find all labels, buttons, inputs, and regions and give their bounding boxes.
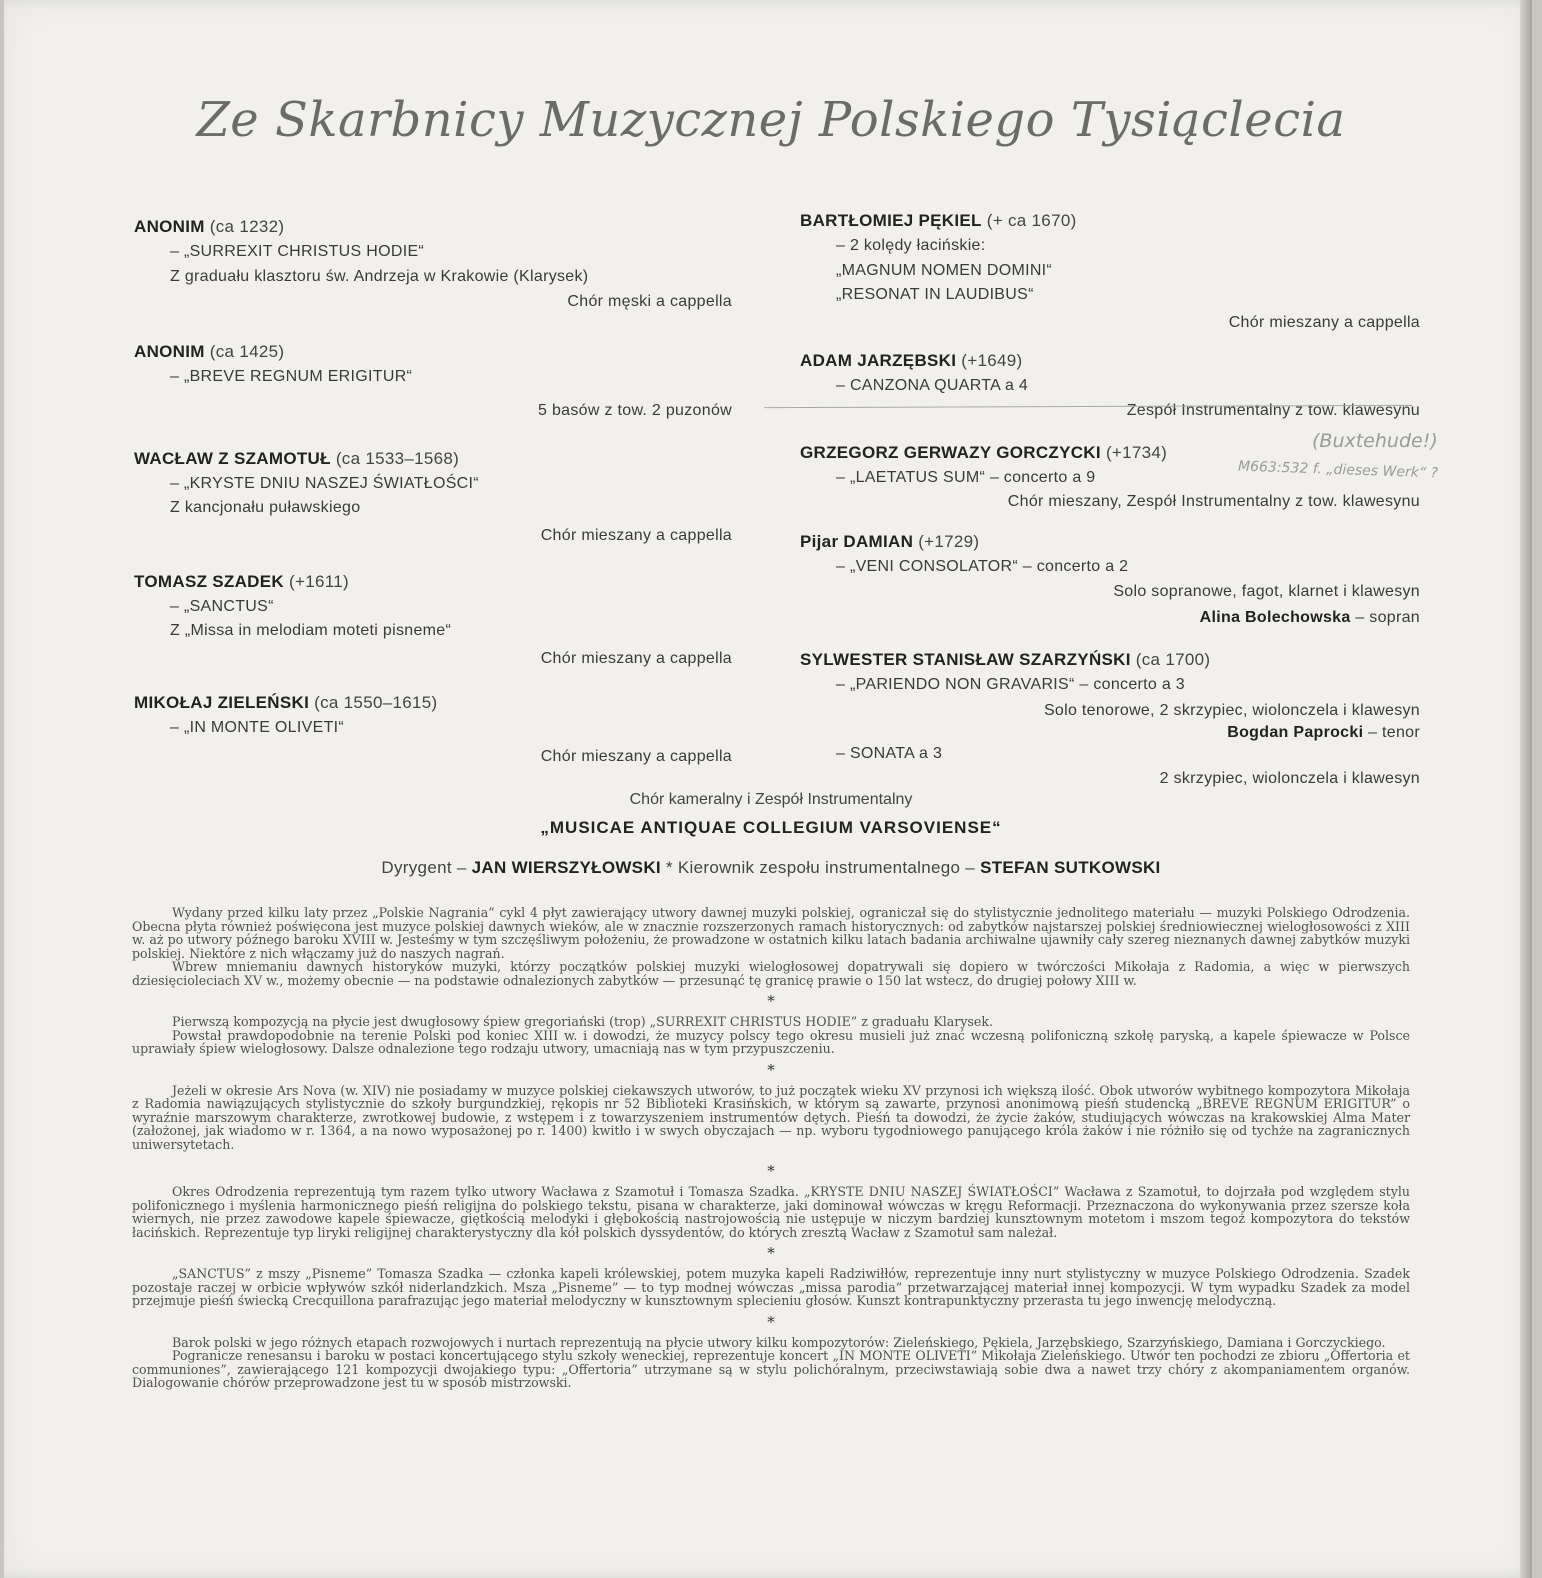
composer-dates: (+1611): [289, 571, 349, 591]
composer-line: [134, 569, 732, 595]
composer-line: [800, 529, 1420, 555]
pencil-note: (Buxtehude!): [1312, 430, 1438, 452]
pencil-note: M663:532 f. „dieses Werk“ ?: [1237, 458, 1439, 482]
composer-dates: (ca 1232): [209, 217, 285, 236]
soloist-name: Alina Bolechowska: [1199, 609, 1351, 626]
work-line: – „LAETATUS SUM“ – concerto a 9: [836, 469, 1096, 486]
track-entry: [800, 208, 1420, 336]
composer-dates: (ca 1533–1568): [335, 448, 460, 468]
track-entry: [800, 529, 1420, 632]
composer-dates: (+1729): [918, 531, 980, 551]
composer-dates: (ca 1550–1615): [314, 692, 438, 712]
composer-dates: (+1649): [961, 350, 1023, 370]
ensemble-credits: [0, 786, 1542, 882]
work-line: – „BREVE REGNUM ERIGITUR“: [170, 368, 413, 385]
composer-name: SYLWESTER STANISŁAW SZARZYŃSKI: [800, 650, 1131, 669]
composer-dates: (ca 1700): [1135, 650, 1211, 669]
composer-dates: (+1734): [1105, 443, 1168, 462]
work-line: – CANZONA QUARTA a 4: [836, 376, 1029, 394]
composer-name: GRZEGORZ GERWAZY GORCZYCKI: [800, 443, 1101, 462]
performer-line: Chór mieszany a cappella: [1228, 313, 1420, 331]
composer-line: [134, 214, 732, 240]
soloist-name: Bogdan Paprocki: [1227, 723, 1364, 741]
paragraph: Pierwszą kompozycją na płycie jest dwugłosowy śpiew gregoriański (trop) „SURREXIT CHRISTUS HODIE” z graduału Klarysek.: [172, 1014, 993, 1029]
section-divider: *: [767, 1244, 775, 1262]
conductor-label: Dyrygent –: [381, 858, 467, 877]
composer-line: [800, 208, 1420, 234]
composer-dates: (+ ca 1670): [986, 211, 1077, 230]
conductor-name: JAN WIERSZYŁOWSKI: [471, 858, 661, 877]
tracklist-right: [800, 208, 1420, 808]
track-entry: [134, 569, 732, 672]
composer-line: [134, 446, 732, 472]
performer-line: 5 basów z tow. 2 puzonów: [538, 401, 732, 419]
work-line: – „VENI CONSOLATOR“ – concerto a 2: [836, 557, 1129, 575]
section-divider: *: [767, 1312, 775, 1331]
composer-dates: (ca 1425): [209, 342, 285, 361]
composer-name: TOMASZ SZADEK: [134, 571, 284, 591]
composer-name: BARTŁOMIEJ PĘKIEL: [800, 211, 982, 230]
section-divider: *: [767, 1162, 775, 1180]
page-title: Ze Skarbnicy Muzycznej Polskiego Tysiąclecia: [196, 92, 1346, 148]
work-line: Z „Missa in melodiam moteti pisneme“: [170, 622, 452, 639]
track-entry: [800, 348, 1420, 425]
performer-line: Solo tenorowe, 2 skrzypiec, wiolonczela i klawesyn: [1043, 701, 1420, 719]
track-entry: [800, 647, 1420, 792]
paragraph: Okres Odrodzenia reprezentują tym razem tylko utwory Wacława z Szamotuł i Tomasza Szadka. „KRYSTE DNIU NASZEJ ŚWIATŁOŚCI” Wacława z Szamotuł, to dojrzała pod względem stylu polifonicznego i myślenia harmonicznego pieśń religijna do polskiego tekstu, pisana w charakterze, jaki dominował wówczas w kręgu Reformacji. Przeznaczona do wykonywania przez szersze koła wiernych, nie przez zawodowe kapele śpiewacze, giętkością melodyki i głębokością nastrojowością nie ustępuje w niczym bardziej kunsztownym motetom i mszom tegoż kompozytora do tekstów łacińskich. Reprezentuje typ liryki religijnej charakterystyczny dla kół polskich dyssydentów, do których zresztą Wacław z Szamotuł sam należał.: [132, 1184, 1410, 1240]
work-line: „RESONAT IN LAUDIBUS“: [836, 286, 1034, 303]
ensemble-name: „MUSICAE ANTIQUAE COLLEGIUM VARSOVIENSE“: [540, 818, 1002, 837]
work-line: – „IN MONTE OLIVETI“: [170, 718, 345, 736]
soloist-line: [800, 605, 1420, 631]
performer-line: Chór mieszany a cappella: [540, 526, 732, 544]
ensemble-intro: Chór kameralny i Zespół Instrumentalny: [629, 791, 913, 808]
work-line: – „SANCTUS“: [170, 597, 274, 615]
paragraph: „SANCTUS” z mszy „Pisneme” Tomasza Szadka — członka kapeli królewskiej, potem muzyka kapeli Radziwiłłów, reprezentuje inny nurt stylistyczny w muzyce Polskiego Odrodzenia. Szadek pozostaje raczej w orbicie wpływów szkół niderlandzkich. Msza „Pisneme” — to typ modnej wówczas „missa parodia” przetwarzającej materiał innej kompozycji. W tym wypadku Szadek za model przejmuje pieśń świecką Crecquillona parafrazując jego materiał melodyczny w kunsztownym splecieniu głosów. Kunszt kontrapunktyczny przerasta tu jego inwencję melodyczną.: [132, 1266, 1410, 1308]
paragraph: Powstał prawdopodobnie na terenie Polski pod koniec XIII w. i dowodzi, że muzycy polscy tego okresu musieli już znać wczesną polifoniczną szkołę paryską, a kapele śpiewacze w Polsce uprawiały śpiew wielogłosowy. Dalsze odnalezione tego rodzaju utwory, umacniają nas w tym przypuszczeniu.: [132, 1027, 1410, 1056]
composer-name: DAMIAN: [843, 531, 914, 551]
composer-line: [800, 348, 1420, 374]
work-line: – „KRYSTE DNIU NASZEJ ŚWIATŁOŚCI“: [170, 474, 479, 492]
work-line: Z kancjonału puławskiego: [170, 499, 361, 516]
composer-name: ANONIM: [134, 217, 205, 236]
composer-line: [800, 647, 1420, 673]
composer-name: ANONIM: [134, 342, 205, 361]
composer-line: [134, 339, 732, 365]
work-line: – 2 kolędy łacińskie:: [836, 237, 986, 254]
paragraph: Wbrew mniemaniu dawnych historyków muzyki, którzy początków polskiej muzyki wielogłosowej dopatrywali się dopiero w twórczości Mikołaja z Radomia, a więc w pierwszych dziesięcioleciach XV w., możemy obecnie — na podstawie odnalezionych zabytków — przesunąć tę granicę prawie o 150 lat wstecz, do drugiej połowy XIII w.: [132, 959, 1410, 988]
performer-line: Chór mieszany, Zespół Instrumentalny z tow. klawesynu: [1007, 492, 1420, 510]
soloist-voice: – sopran: [1355, 609, 1420, 626]
composer-prefix: Pijar: [800, 531, 839, 551]
track-entry: [134, 446, 732, 549]
composer-name: ADAM JARZĘBSKI: [800, 350, 957, 370]
soloist-voice: – tenor: [1368, 723, 1420, 741]
section-divider: *: [767, 992, 775, 1010]
composer-name: MIKOŁAJ ZIELEŃSKI: [134, 692, 310, 712]
work-line: „MAGNUM NOMEN DOMINI“: [836, 261, 1053, 279]
composer-line: [134, 690, 732, 716]
track-entry: [134, 214, 732, 315]
tracklist-left: [134, 214, 732, 786]
work-line: – „PARIENDO NON GRAVARIS“ – concerto a 3: [836, 676, 1185, 693]
track-entry: [134, 690, 732, 771]
liner-notes: [132, 906, 1410, 1390]
paragraph: Pogranicze renesansu i baroku w postaci koncertującego stylu szkoły weneckiej, reprezentuje koncert „IN MONTE OLIVETI” Mikołaja Zieleńskiego. Utwór ten pochodzi ze zbioru „Offertoria et communiones”, zawierającego 121 kompozycji dwojakiego typu: „Offertoria” utrzymane są w stylu polichóralnym, przeciwstawiają sobie dwa a nawet trzy chóry z akompaniamentem organów. Dialogowanie chórów przeprowadzone jest tu w sposób mistrzowski.: [132, 1348, 1410, 1390]
performer-line: Solo sopranowe, fagot, klarnet i klawesyn: [1113, 583, 1420, 600]
track-entry: [134, 339, 732, 424]
separator-star: *: [665, 858, 673, 877]
work-line: – „SURREXIT CHRISTUS HODIE“: [170, 243, 425, 260]
director-name: STEFAN SUTKOWSKI: [980, 858, 1161, 877]
paragraph: Wydany przed kilku laty przez „Polskie Nagrania” cykl 4 płyt zawierający utwory dawnej muzyki polskiej, ograniczał się do stylistycznie jednolitego materiału — muzyki Polskiego Odrodzenia. Obecna płyta również poświęcona jest muzyce polskiej dawnych wieków, ale w znacznie rozszerzonych ramach historycznych: od zabytków najstarszej polskiej średniowiecznej wielogłosowości z XIII w. aż po utwory późnego baroku XVIII w. Jesteśmy w tym szczęśliwym położeniu, że prowadzone w ostatnich kilku latach badania archiwalne ujawniły cały szereg nieznanych dawnej zabytków muzyki polskiej. Niektóre z nich włączamy już do naszych nagrań.: [132, 905, 1410, 961]
performer-line: Chór męski a cappella: [567, 293, 732, 310]
director-label: Kierownik zespołu instrumentalnego –: [677, 858, 976, 877]
performer-line: 2 skrzypiec, wiolonczela i klawesyn: [1159, 770, 1420, 787]
section-divider: *: [767, 1060, 775, 1079]
performer-line: Chór mieszany a cappella: [540, 748, 732, 765]
composer-name: WACŁAW Z SZAMOTUŁ: [134, 448, 331, 468]
paragraph: Barok polski w jego różnych etapach rozwojowych i nurtach reprezentują na płycie utwory kilku kompozytorów: Zieleńskiego, Pękiela, Jarzębskiego, Szarzyńskiego, Damiana i Gorczyckiego.: [172, 1334, 1386, 1350]
performer-line: Zespół Instrumentalny z tow. klawesynu: [1126, 402, 1420, 419]
work-line: – SONATA a 3: [836, 744, 943, 762]
performer-line: Chór mieszany a cappella: [540, 649, 732, 667]
paragraph: Jeżeli w okresie Ars Nova (w. XIV) nie posiadamy w muzyce polskiej ciekawszych utworów, to już początek wieku XV przynosi ich większą ilość. Obok utworów wybitnego kompozytora Mikołaja z Radomia nawiązujących stylistycznie do szkoły burgundzkiej, rękopis nr 52 Biblioteki Krasińskich, w którym są zawarte, przynosi anonimową pieśń studencką „BREVE REGNUM ERIGITUR” o wyraźnie marszowym charakterze, zwrotkowej budowie, z wstępem i z towarzyszeniem instrumentów dętych. Pieśń ta dowodzi, że życie żaków, studiujących wówczas na krakowskiej Alma Mater (założonej, jak wiadomo w r. 1364, a na nowo wyposażonej po r. 1400) kwitło i w swych obyczajach — np. wyboru tygodniowego panującego króla żaków i nie różniło się od tychże na zagranicznych uniwersytetach.: [132, 1082, 1410, 1152]
conductor-line: [0, 854, 1542, 882]
work-line: Z graduału klasztoru św. Andrzeja w Krakowie (Klarysek): [170, 267, 589, 285]
